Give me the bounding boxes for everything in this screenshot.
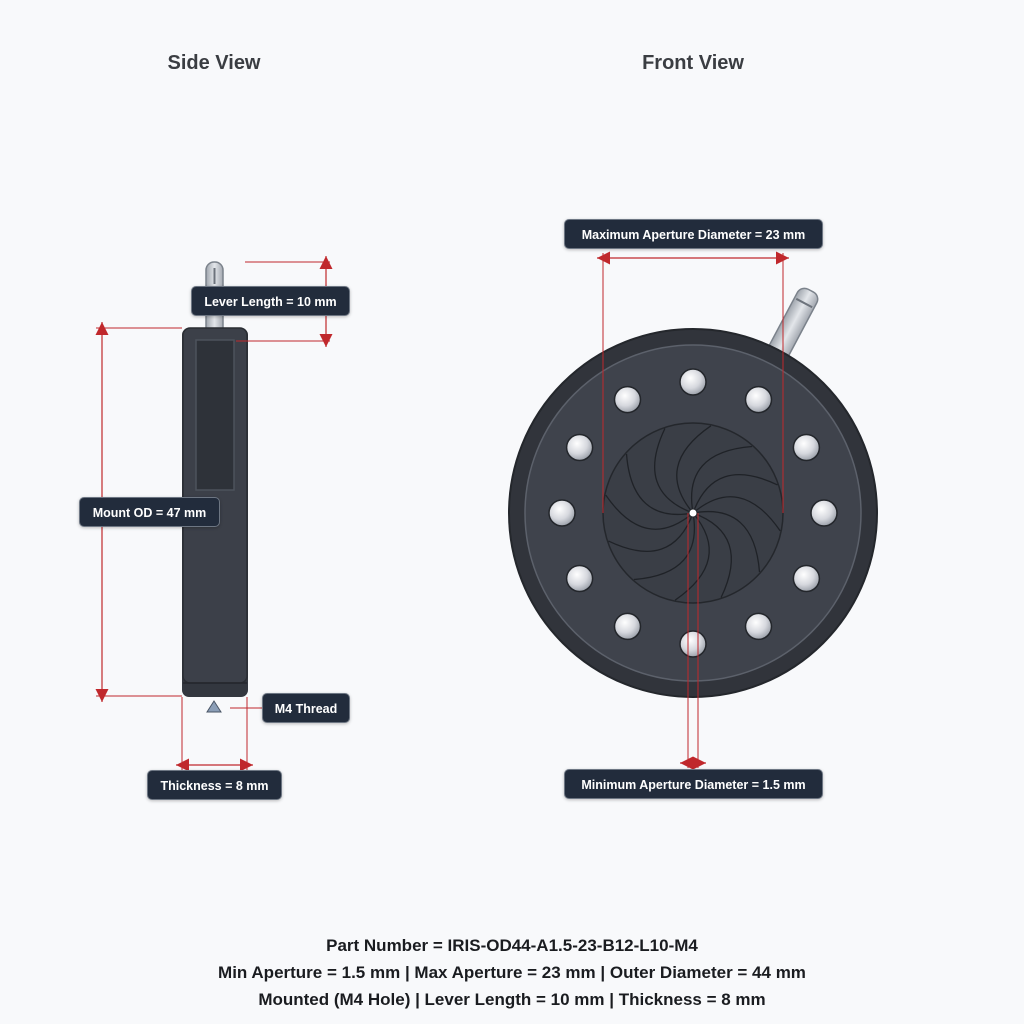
mounting-hole bbox=[793, 435, 819, 461]
min-aperture-callout: Minimum Aperture Diameter = 1.5 mm bbox=[564, 769, 823, 799]
thread-marker bbox=[207, 701, 221, 712]
front-view bbox=[509, 253, 877, 768]
part-number-line: Part Number = IRIS-OD44-A1.5-23-B12-L10-M4 bbox=[326, 936, 698, 955]
front-view-title: Front View bbox=[642, 52, 744, 74]
mounting-hole bbox=[615, 613, 641, 639]
mounting-hole bbox=[793, 566, 819, 592]
mount-od-callout: Mount OD = 47 mm bbox=[79, 497, 220, 527]
mounting-hole bbox=[811, 500, 837, 526]
aperture-spec-line: Min Aperture = 1.5 mm | Max Aperture = 23 mm | Outer Diameter = 44 mm bbox=[218, 963, 806, 982]
mounting-hole bbox=[567, 566, 593, 592]
mounting-hole bbox=[680, 631, 706, 657]
mounting-hole bbox=[746, 387, 772, 413]
mount-spec-line: Mounted (M4 Hole) | Lever Length = 10 mm | Thickness = 8 mm bbox=[258, 990, 766, 1009]
mounting-hole bbox=[549, 500, 575, 526]
mounting-hole bbox=[615, 387, 641, 413]
mounting-hole bbox=[680, 369, 706, 395]
mounting-hole bbox=[567, 435, 593, 461]
mounting-hole bbox=[746, 613, 772, 639]
thread-callout: M4 Thread bbox=[262, 693, 350, 723]
thickness-callout: Thickness = 8 mm bbox=[147, 770, 282, 800]
aperture-hole bbox=[689, 509, 697, 517]
side-view-title: Side View bbox=[167, 52, 261, 74]
lever-length-callout: Lever Length = 10 mm bbox=[191, 286, 350, 316]
max-aperture-callout: Maximum Aperture Diameter = 23 mm bbox=[564, 219, 823, 249]
